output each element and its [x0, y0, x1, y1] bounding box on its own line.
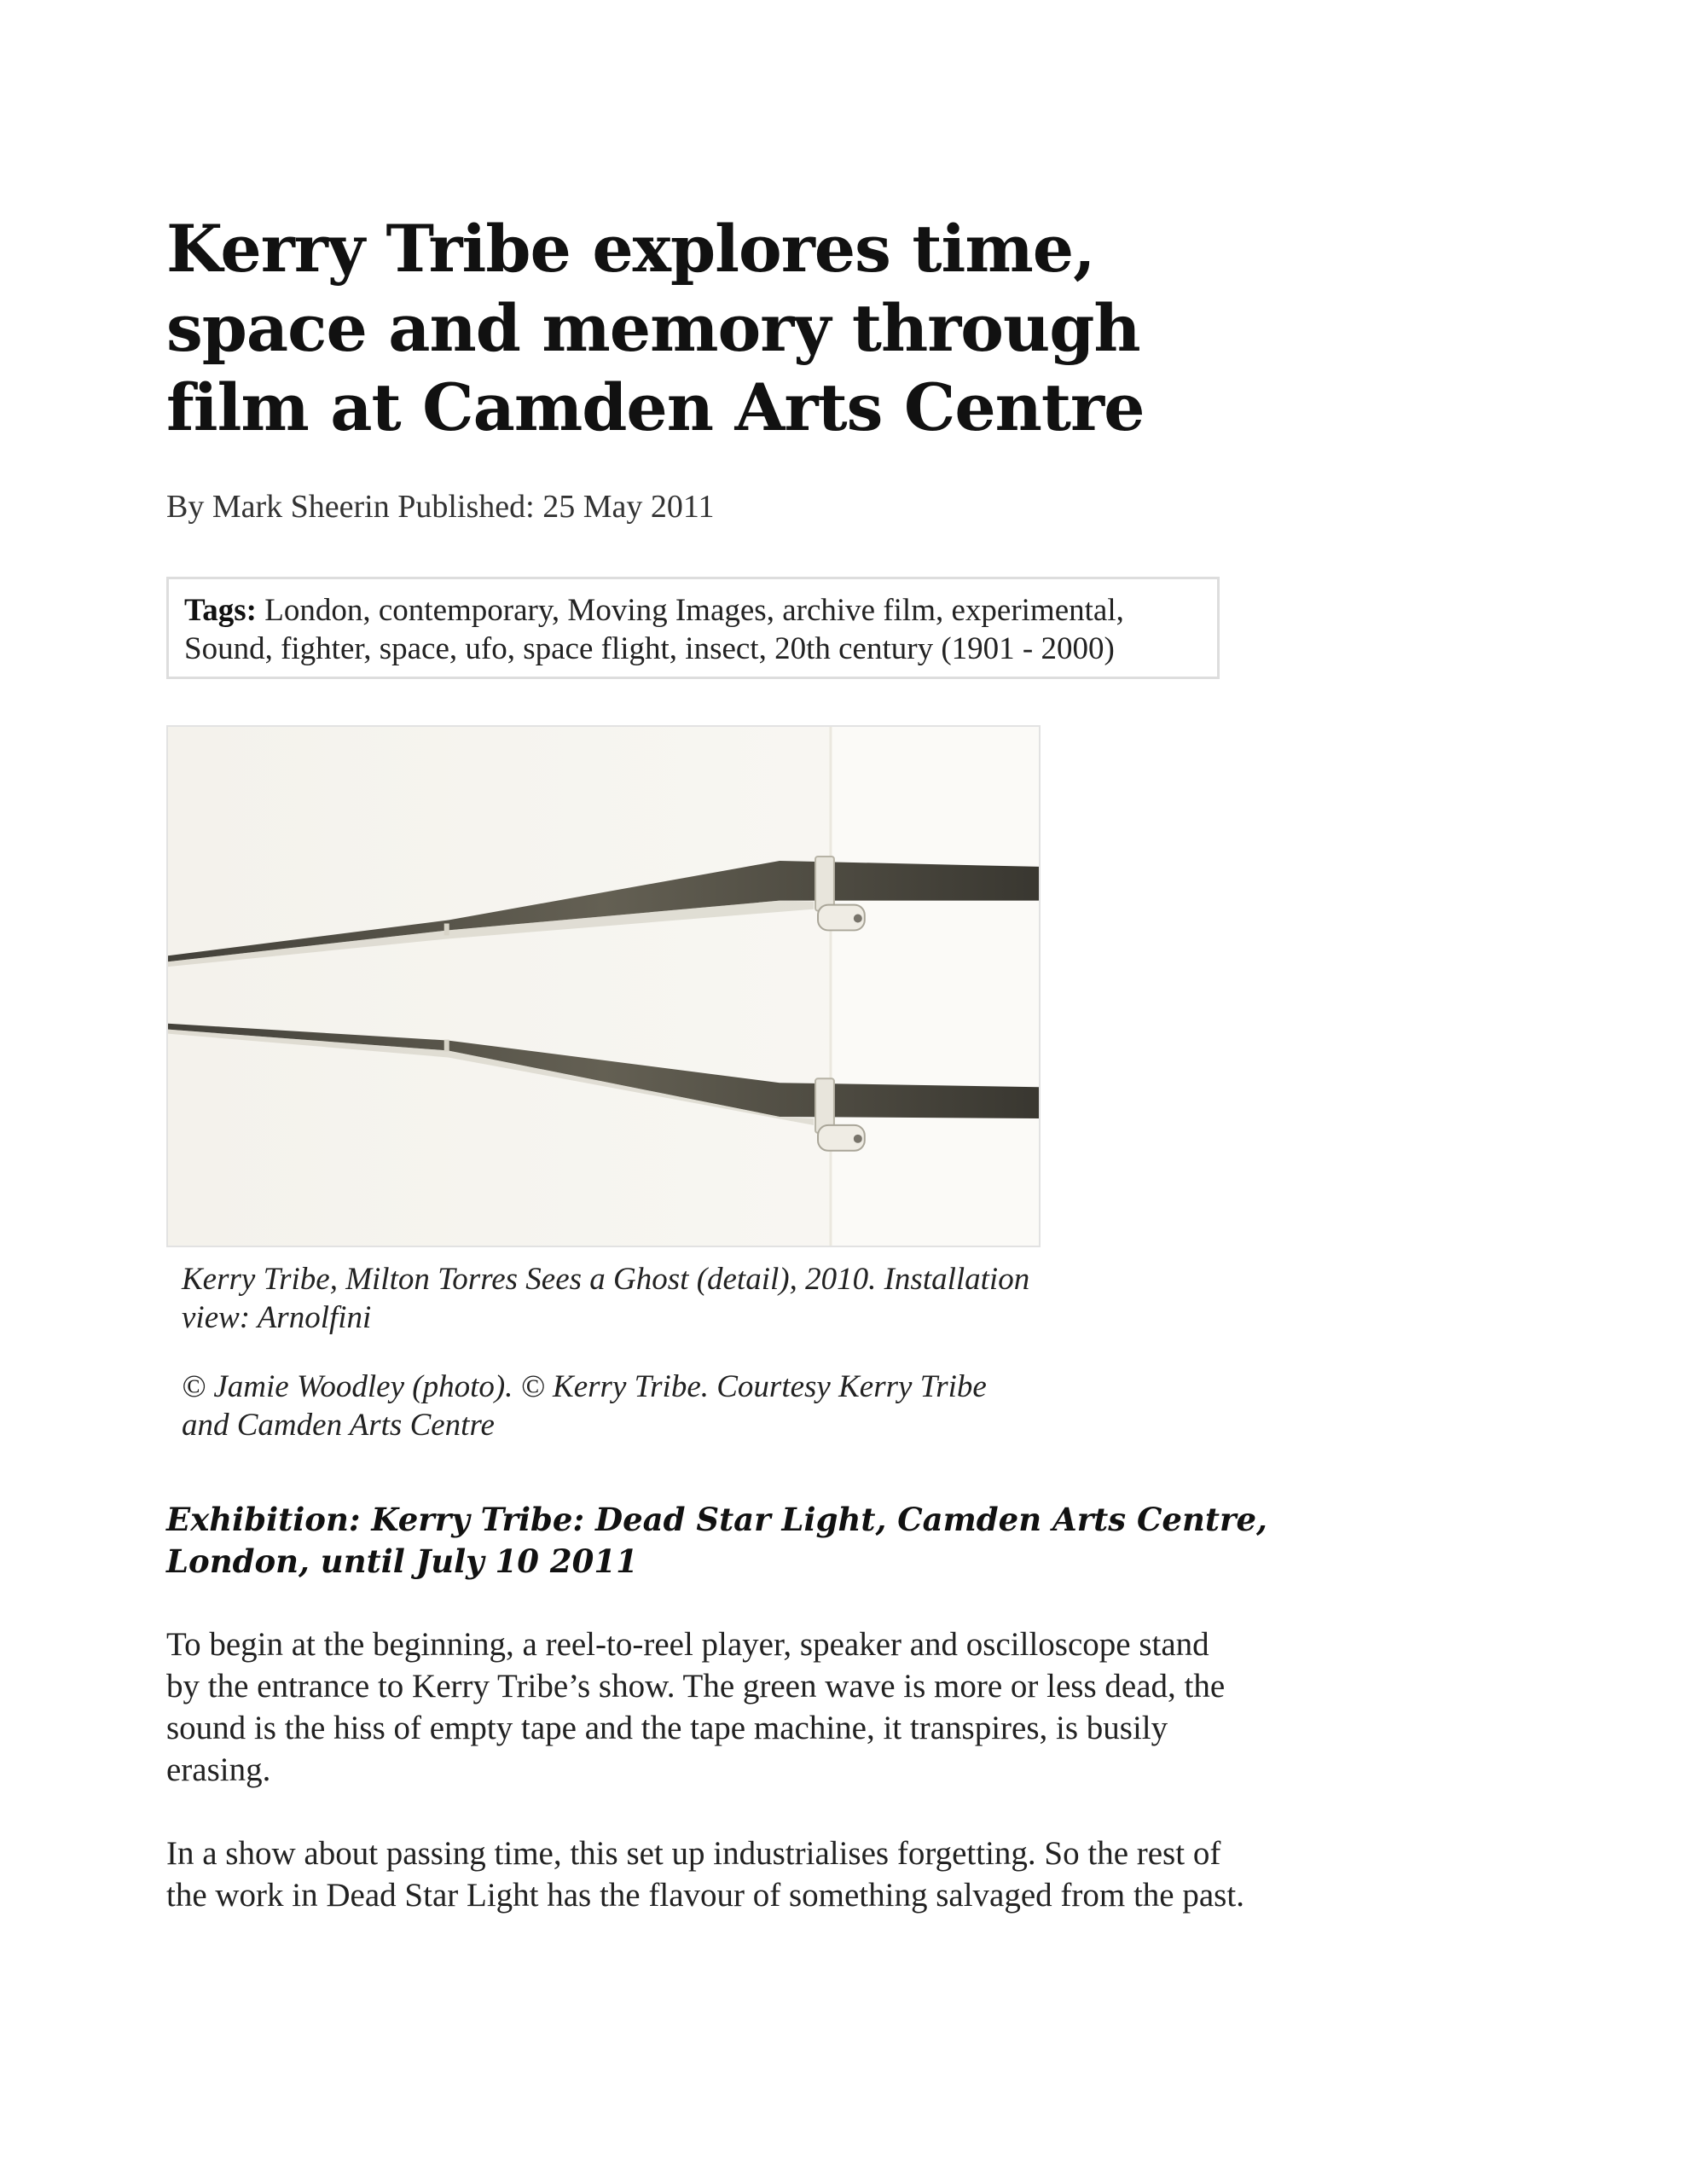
- exhibition-info: Exhibition: Kerry Tribe: Dead Star Light, Camden Arts Centre, London, until July 10 2011: [166, 1501, 1267, 1580]
- photo-credit: © Jamie Woodley (photo). © Kerry Tribe. Courtesy Kerry Tribe and Camden Arts Centre: [182, 1369, 987, 1443]
- tags-box: [166, 577, 1220, 679]
- body-paragraph: In a show about passing time, this set up industrialises forgetting. So the rest of the work in Dead Star Light has the flavour of something salvaged from the past.: [166, 1835, 1244, 1914]
- artwork-photo: [166, 725, 1041, 1247]
- article-title: Kerry Tribe explores time, space and memory through film at Camden Arts Centre: [166, 211, 1145, 445]
- tags-list: London, contemporary, Moving Images, archive film, experimental, Sound, fighter, space, ufo, space flight, insect, 20th century (1901 - 2000): [184, 593, 1124, 666]
- photo-caption: Kerry Tribe, Milton Torres Sees a Ghost (detail), 2010. Installation view: Arnolfini: [182, 1262, 1030, 1335]
- film-strip-installation-image: [168, 727, 1039, 1246]
- byline: By Mark Sheerin Published: 25 May 2011: [166, 489, 715, 525]
- body-paragraph: To begin at the beginning, a reel-to-reel player, speaker and oscilloscope stand by the entrance to Kerry Tribe’s show. The green wave is more or less dead, the sound is the hiss of empty tape and the tape machine, it transpires, is busily erasing.: [166, 1626, 1226, 1788]
- tags-label: Tags:: [184, 593, 258, 628]
